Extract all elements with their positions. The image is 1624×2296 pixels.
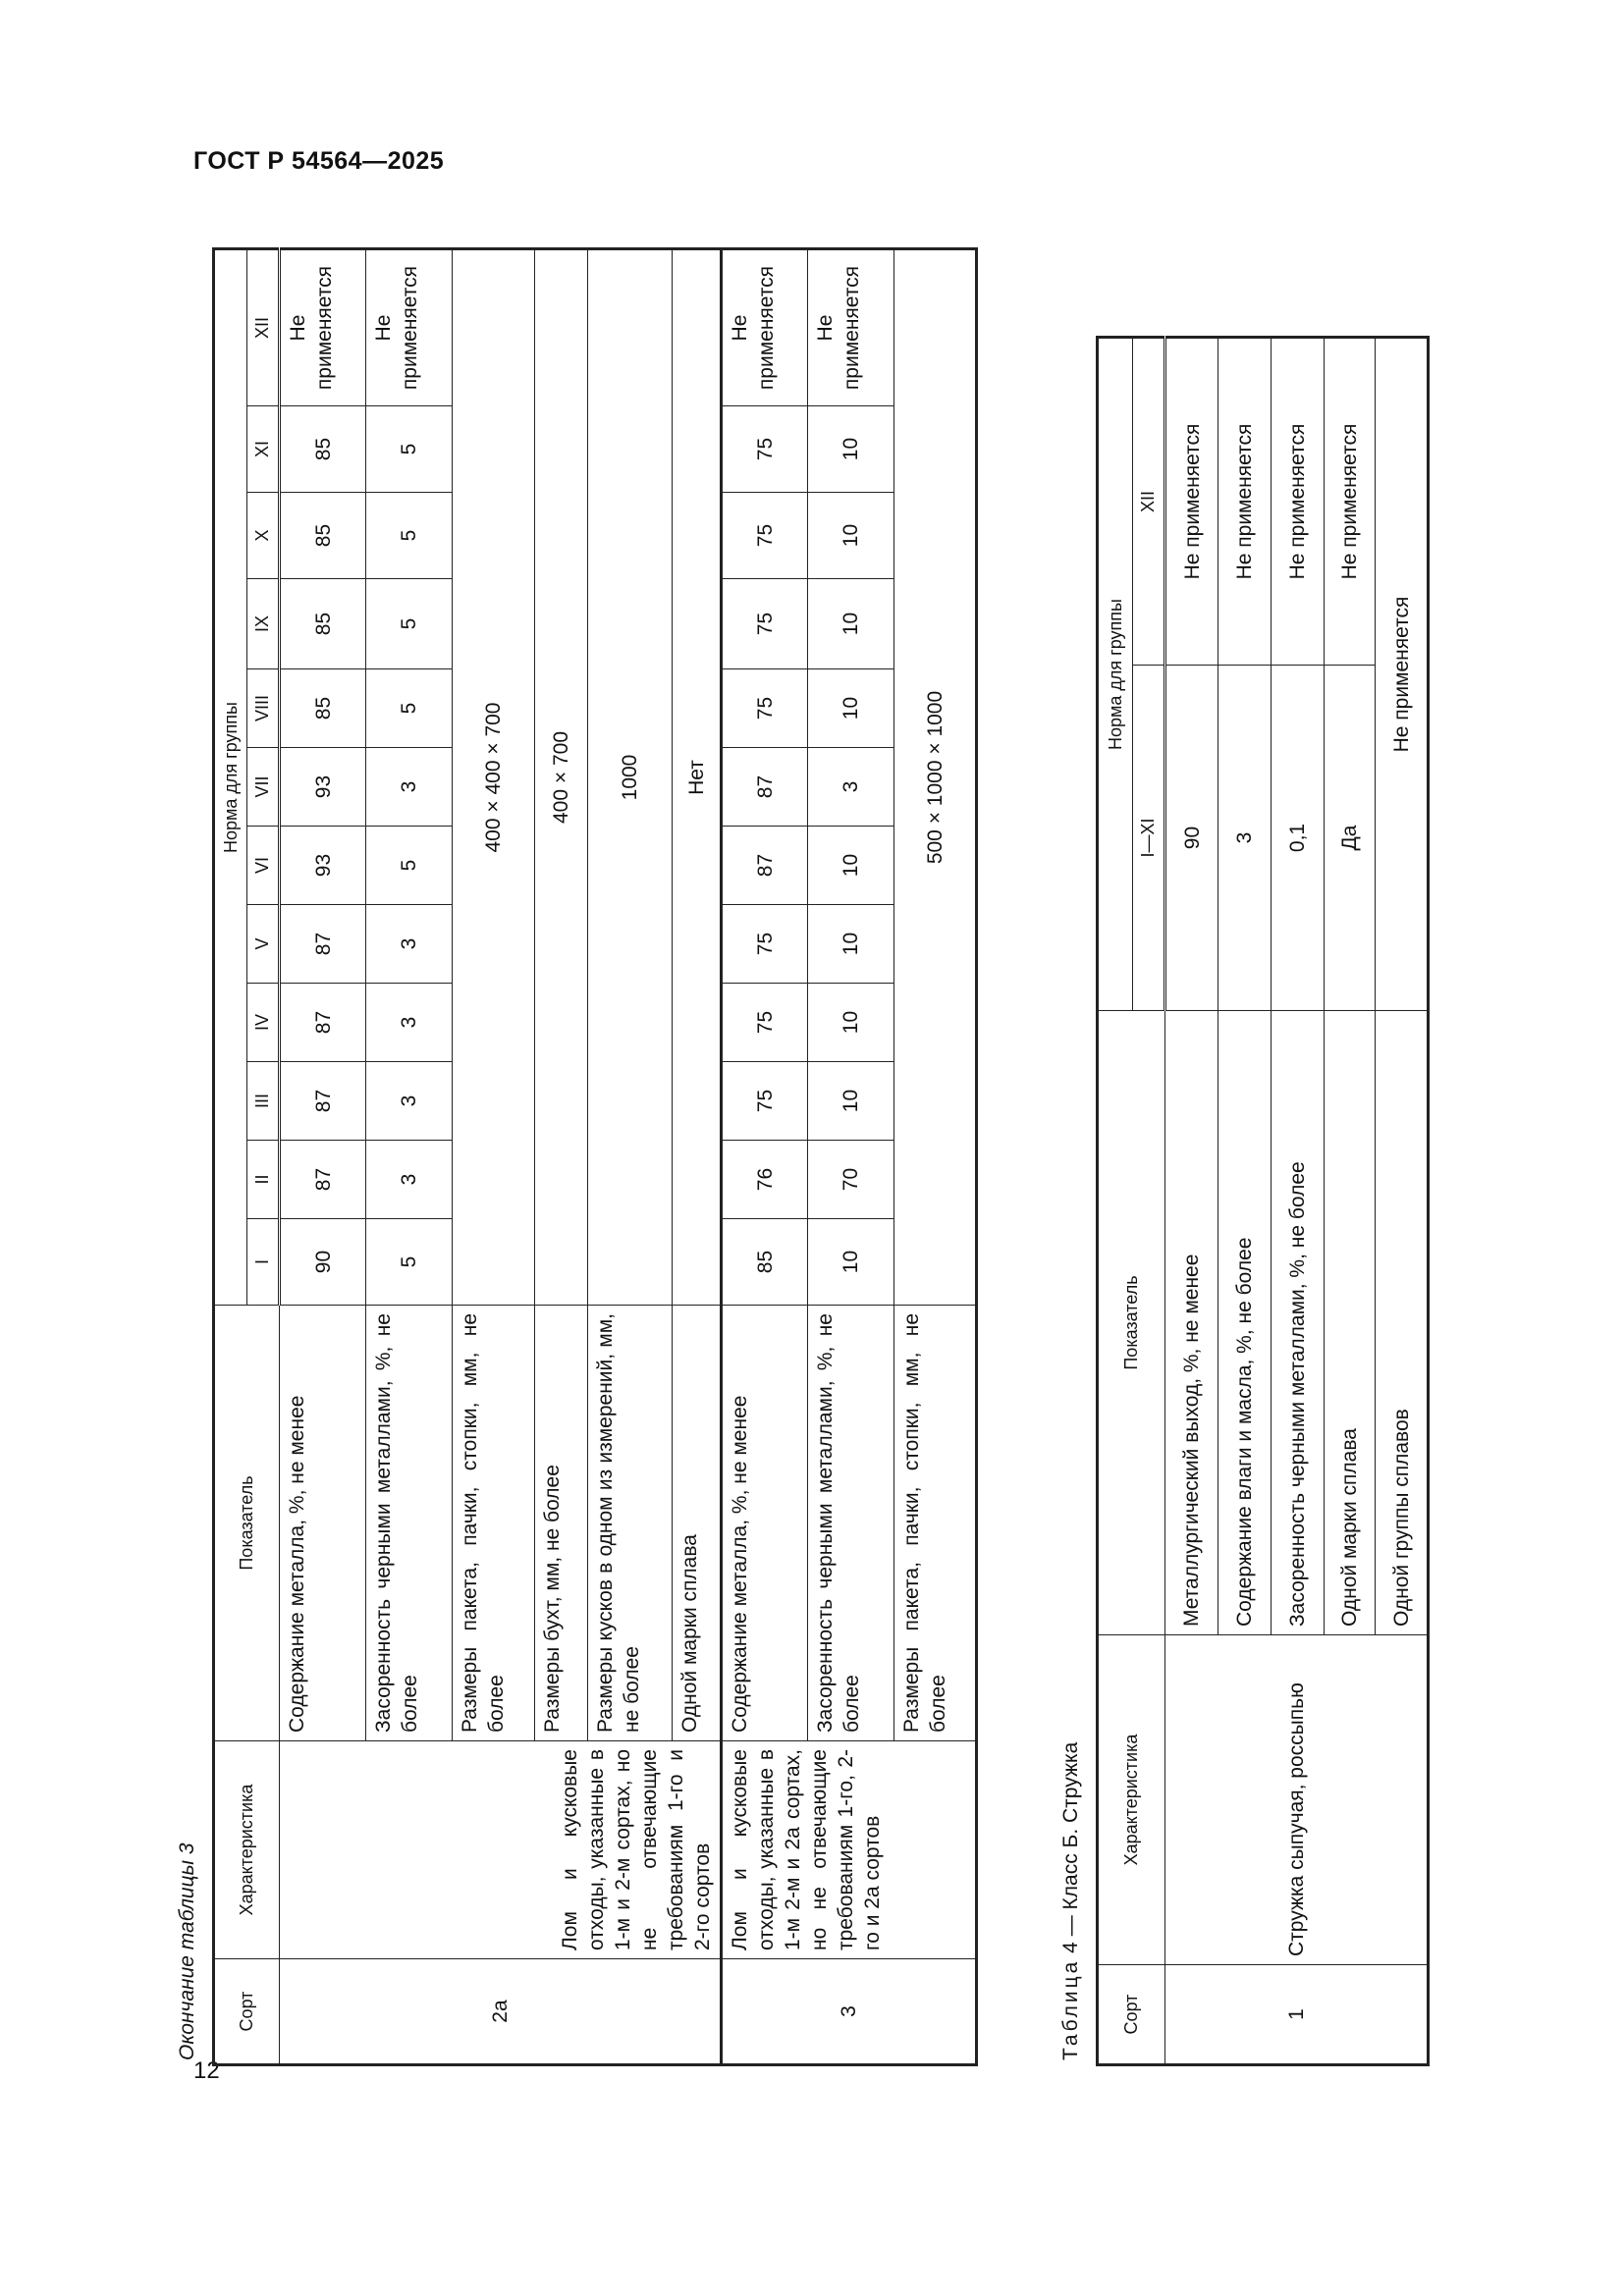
value-cell: 5 <box>366 579 453 669</box>
value-cell: 87 <box>280 984 366 1062</box>
span-value-cell: 1000 <box>588 249 673 1306</box>
indicator: Металлургический выход, %, не менее <box>1165 1011 1218 1635</box>
table4-caption-label: Таблица <box>1059 1958 1082 2060</box>
span-value-cell: Не применяется <box>1376 338 1429 1011</box>
t4-th-indicator: Показатель <box>1098 1011 1165 1635</box>
indicator: Засоренность черными металлами, %, не более <box>808 1306 894 1741</box>
th-indicator: Показатель <box>214 1306 280 1741</box>
value-cell: 93 <box>280 748 366 827</box>
value-cell: 3 <box>808 748 894 827</box>
value-cell: 87 <box>280 1062 366 1141</box>
value-cell: 10 <box>808 984 894 1062</box>
sort-2a-cell: 2а <box>280 1959 722 2065</box>
value-cell: 3 <box>366 984 453 1062</box>
t4-th-group-xii: XII <box>1133 338 1165 666</box>
indicator: Содержание металла, %, не менее <box>280 1306 366 1741</box>
table3-caption: Окончание таблицы 3 <box>176 1842 198 2060</box>
value-cell: Не применяется <box>280 249 366 406</box>
table3 <box>212 247 978 2066</box>
span-value-cell: Нет <box>673 249 722 1306</box>
value-cell: 76 <box>722 1141 808 1219</box>
sort-3-cell: 3 <box>722 1959 977 2065</box>
table4 <box>1096 336 1430 2066</box>
indicator: Одной марки сплава <box>1325 1011 1376 1635</box>
indicator: Размеры пакета, пачки, стопки, мм, не более <box>453 1306 535 1741</box>
value-cell: 75 <box>722 905 808 984</box>
value-cell: Не применяется <box>1218 338 1272 666</box>
value-cell: 87 <box>280 905 366 984</box>
th-group-vi: VI <box>247 827 280 905</box>
value-cell: 3 <box>366 905 453 984</box>
document-header: ГОСТ Р 54564—2025 <box>193 147 445 175</box>
page-number: 12 <box>193 2057 220 2084</box>
value-cell: 90 <box>280 1219 366 1306</box>
span-value-cell: 400 × 700 <box>535 249 588 1306</box>
th-group-iii: III <box>247 1062 280 1141</box>
t4-th-group-i-xi: I—XI <box>1133 666 1165 1011</box>
value-cell: 85 <box>280 669 366 748</box>
value-cell: 75 <box>722 669 808 748</box>
th-group-xi: XI <box>247 406 280 493</box>
value-cell: 85 <box>280 579 366 669</box>
value-cell: 87 <box>722 748 808 827</box>
table3-block <box>175 231 978 2066</box>
th-group-v: V <box>247 905 280 984</box>
value-cell: 10 <box>808 827 894 905</box>
t4-th-sort: Сорт <box>1098 1965 1165 2065</box>
value-cell: 5 <box>366 827 453 905</box>
value-cell: 3 <box>366 1062 453 1141</box>
value-cell: 3 <box>1218 666 1272 1011</box>
value-cell: Не применяется <box>366 249 453 406</box>
value-cell: 75 <box>722 493 808 579</box>
span-value-cell: 400 × 400 × 700 <box>453 249 535 1306</box>
value-cell: 10 <box>808 1062 894 1141</box>
span-value-cell: 500 × 1000 × 1000 <box>894 249 977 1306</box>
th-sort: Сорт <box>214 1959 280 2065</box>
value-cell: 5 <box>366 1219 453 1306</box>
th-group-iv: IV <box>247 984 280 1062</box>
t4-sort-cell: 1 <box>1165 1965 1429 2065</box>
indicator: Одной группы сплавов <box>1376 1011 1429 1635</box>
value-cell: 75 <box>722 579 808 669</box>
sort-3-characteristic: Лом и кусковые отходы, указанные в 1-м 2-м и 2а сортах, но не отвечающие требованиям 1-го, 2-го и 2а сортов <box>722 1741 977 1959</box>
value-cell: Не применяется <box>722 249 808 406</box>
value-cell: 10 <box>808 1219 894 1306</box>
indicator: Засоренность черными металлами, %, не более <box>366 1306 453 1741</box>
th-group-ii: II <box>247 1141 280 1219</box>
t4-characteristic: Стружка сыпучая, россыпью <box>1165 1635 1429 1965</box>
th-norm: Норма для группы <box>214 249 247 1306</box>
th-group-i: I <box>247 1219 280 1306</box>
th-group-ix: IX <box>247 579 280 669</box>
indicator: Содержание металла, %, не менее <box>722 1306 808 1741</box>
indicator: Размеры пакета, пачки, стопки, мм, не более <box>894 1306 977 1741</box>
table4-caption <box>1058 231 1084 2060</box>
table4-caption-title: 4 — Класс Б. Стружка <box>1059 1741 1082 1953</box>
value-cell: Не применяется <box>808 249 894 406</box>
t4-th-characteristic: Характеристика <box>1098 1635 1165 1965</box>
value-cell: Не применяется <box>1325 338 1376 666</box>
value-cell: 5 <box>366 493 453 579</box>
value-cell: 10 <box>808 406 894 493</box>
value-cell: 10 <box>808 579 894 669</box>
value-cell: 0,1 <box>1272 666 1325 1011</box>
table4-block <box>1058 231 1430 2066</box>
value-cell: 85 <box>280 493 366 579</box>
value-cell: 87 <box>722 827 808 905</box>
value-cell: 10 <box>808 669 894 748</box>
value-cell: 75 <box>722 406 808 493</box>
indicator: Засоренность черными металлами, %, не более <box>1272 1011 1325 1635</box>
indicator: Размеры кусков в одном из измерений, мм, не более <box>588 1306 673 1741</box>
value-cell: Не применяется <box>1272 338 1325 666</box>
value-cell: 85 <box>280 406 366 493</box>
value-cell: 10 <box>808 493 894 579</box>
value-cell: Не применяется <box>1165 338 1218 666</box>
th-characteristic: Характеристика <box>214 1741 280 1959</box>
value-cell: 70 <box>808 1141 894 1219</box>
t4-th-norm: Норма для группы <box>1098 338 1133 1011</box>
value-cell: 5 <box>366 669 453 748</box>
value-cell: 85 <box>722 1219 808 1306</box>
value-cell: 75 <box>722 984 808 1062</box>
value-cell: 75 <box>722 1062 808 1141</box>
indicator: Содержание влаги и масла, %, не более <box>1218 1011 1272 1635</box>
th-group-vii: VII <box>247 748 280 827</box>
indicator: Размеры бухт, мм, не более <box>535 1306 588 1741</box>
value-cell: 3 <box>366 1141 453 1219</box>
th-group-xii: XII <box>247 249 280 406</box>
th-group-x: X <box>247 493 280 579</box>
value-cell: 87 <box>280 1141 366 1219</box>
indicator: Одной марки сплава <box>673 1306 722 1741</box>
value-cell: 93 <box>280 827 366 905</box>
value-cell: 90 <box>1165 666 1218 1011</box>
value-cell: 5 <box>366 406 453 493</box>
sort-2a-characteristic: Лом и кусковые отходы, указанные в 1-м и 2-м сортах, но не отвечающие требованиям 1-го и 2-го сортов <box>280 1741 722 1959</box>
th-group-viii: VIII <box>247 669 280 748</box>
value-cell: 10 <box>808 905 894 984</box>
value-cell: 3 <box>366 748 453 827</box>
value-cell: Да <box>1325 666 1376 1011</box>
